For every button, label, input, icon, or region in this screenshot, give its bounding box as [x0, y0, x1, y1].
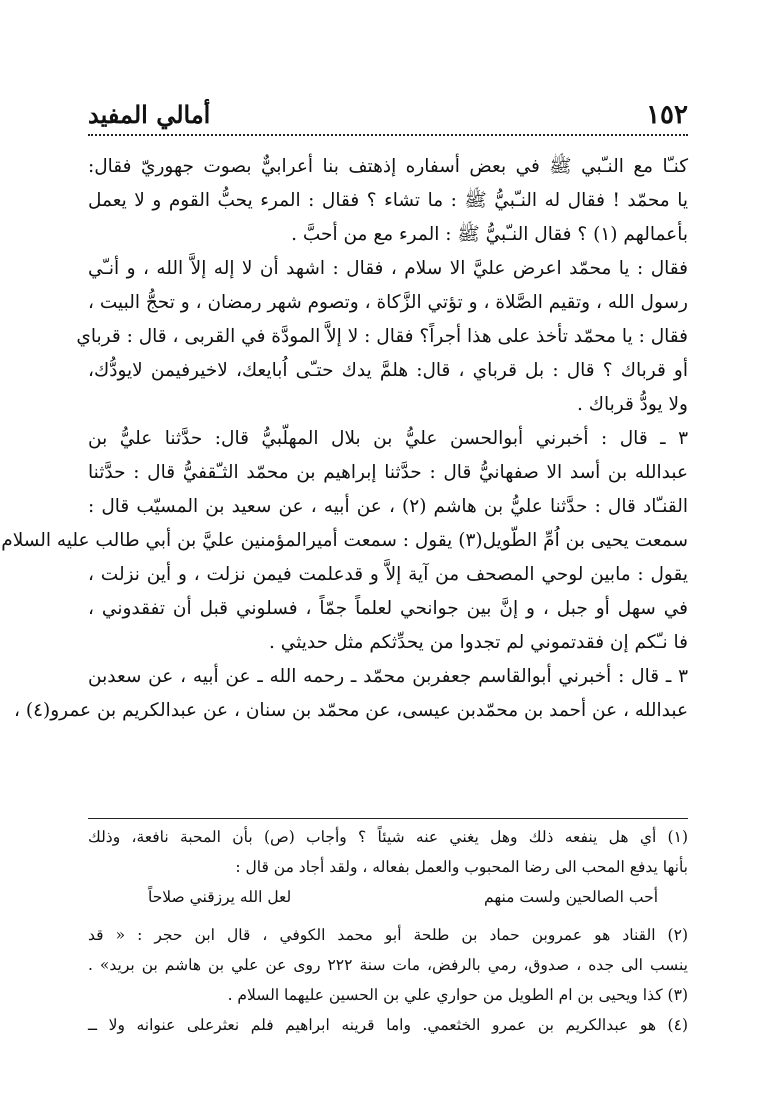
- page-header: [88, 96, 688, 136]
- text-line: سمعت يحيى بن اُمِّ الطّويل(٣) يقول : سمعت أميرالمؤمنين عليَّ بن أبي طالب عليه السلام: [1, 530, 688, 551]
- text-line: عبدالله ، عن أحمد بن محمّدبن عيسى، عن محمّد بن سنان ، عن عبدالكريم بن عمرو(٤) ،: [13, 700, 688, 721]
- text-line: يا محمّد ! فقال له النـّبيُّ ﷺ : ما تشاء ؟ فقال : المرء يحبُّ القوم و لا يعمل: [88, 190, 688, 211]
- text-line: في سهل أو جبل ، و إنَّ بين جوانحي لعلماً جمّاً ، فسلوني قبل أن تفقدوني ،: [88, 598, 688, 619]
- footnote-2-line: ينسب الى جده ، صدوق، رمي بالرفض، مات سنة ٢٢٢ روى عن علي بن هاشم بن بريد» .: [88, 956, 688, 974]
- text-line: فا نـّكم إن فقدتموني لم تجدوا من يحدِّثكم مثل حديثي .: [269, 632, 688, 653]
- verse-right-hemistich: أحب الصالحين ولست منهم: [484, 888, 658, 906]
- header-divider: [88, 134, 688, 136]
- footnote-1-line: بأنها يدفع المحب الى رضا المحبوب والعمل بفعاله ، ولقد أجاد من قال :: [235, 858, 688, 876]
- text-line: كنـّا مع النـّبي ﷺ في بعض أسفاره إذهتف بنا أعرابيٌّ بصوت جهوريّ فقال:: [88, 156, 688, 177]
- text-line: فقال : يا محمّد تأخذ على هذا أجراً؟ فقال : لا إلاَّ المودَّة في القربى ، قال : قرباي: [76, 326, 688, 347]
- verse-left-hemistich: لعل الله يرزقني صلاحاً: [148, 888, 292, 906]
- footnotes: [88, 822, 688, 1040]
- poetry-verse: [88, 882, 688, 912]
- page-number: ١٥٢: [646, 100, 688, 130]
- text-line: ٣ ـ قال : أخبرني أبوالحسن عليُّ بن بلال المهلّبيُّ قال: حدَّثنا عليُّ بن: [88, 428, 688, 449]
- text-line: عبدالله بن أسد الا صفهانيُّ قال : حدَّثنا إبراهيم بن محمّد الثـّقفيُّ قال : حدَّثنا: [88, 462, 688, 483]
- footnote-4: (٤) هو عبدالكريم بن عمرو الخثعمي. واما قرينه ابراهيم فلم نعثرعلى عنوانه ولا ــ: [88, 1016, 688, 1034]
- footnote-1-line: (١) أي هل ينفعه ذلك وهل يغني عنه شيئاً ؟ وأجاب (ص) بأن المحبة نافعة، وذلك: [88, 828, 688, 846]
- text-line: يقول : مابين لوحي المصحف من آية إلاَّ و قدعلمت فيمن نزلت ، و أين نزلت ،: [88, 564, 688, 585]
- footnote-3: (٣) كذا ويحيى بن ام الطويل من حواري علي بن الحسين عليهما السلام .: [227, 986, 688, 1004]
- main-text: [1, 150, 688, 728]
- text-line: ٣ ـ قال : أخبرني أبوالقاسم جعفربن محمّد ـ رحمه الله ـ عن أبيه ، عن سعدبن: [88, 666, 688, 687]
- text-line: بأعمالهم (١) ؟ فقال النـّبيُّ ﷺ : المرء مع من أحبَّ .: [291, 224, 688, 245]
- footnote-divider: [88, 818, 688, 819]
- text-line: فقال : يا محمّد اعرض عليَّ الا سلام ، فقال : اشهد أن لا إله إلاَّ الله ، و أنـّي: [88, 258, 688, 279]
- footnote-2-line: (٢) القناد هو عمروبن حماد بن طلحة أبو محمد الكوفي ، قال ابن حجر : « قد: [88, 926, 688, 944]
- text-line: رسول الله ، وتقيم الصَّلاة ، و تؤتي الزَّكاة ، وتصوم شهر رمضان ، و تحجُّ البيت ،: [88, 292, 688, 313]
- text-line: القنـّاد قال : حدَّثنا عليُّ بن هاشم (٢) ، عن أبيه ، عن سعيد بن المسيّب قال :: [88, 496, 688, 517]
- text-line: ولا يودُّ قرباك .: [576, 394, 688, 415]
- text-line: أو قرباك ؟ قال : بل قرباي ، قال: هلمَّ يدك حتـّى اُبايعك، لاخيرفيمن لايودُّك،: [88, 360, 688, 381]
- book-title: أمالي المفيد: [88, 100, 211, 129]
